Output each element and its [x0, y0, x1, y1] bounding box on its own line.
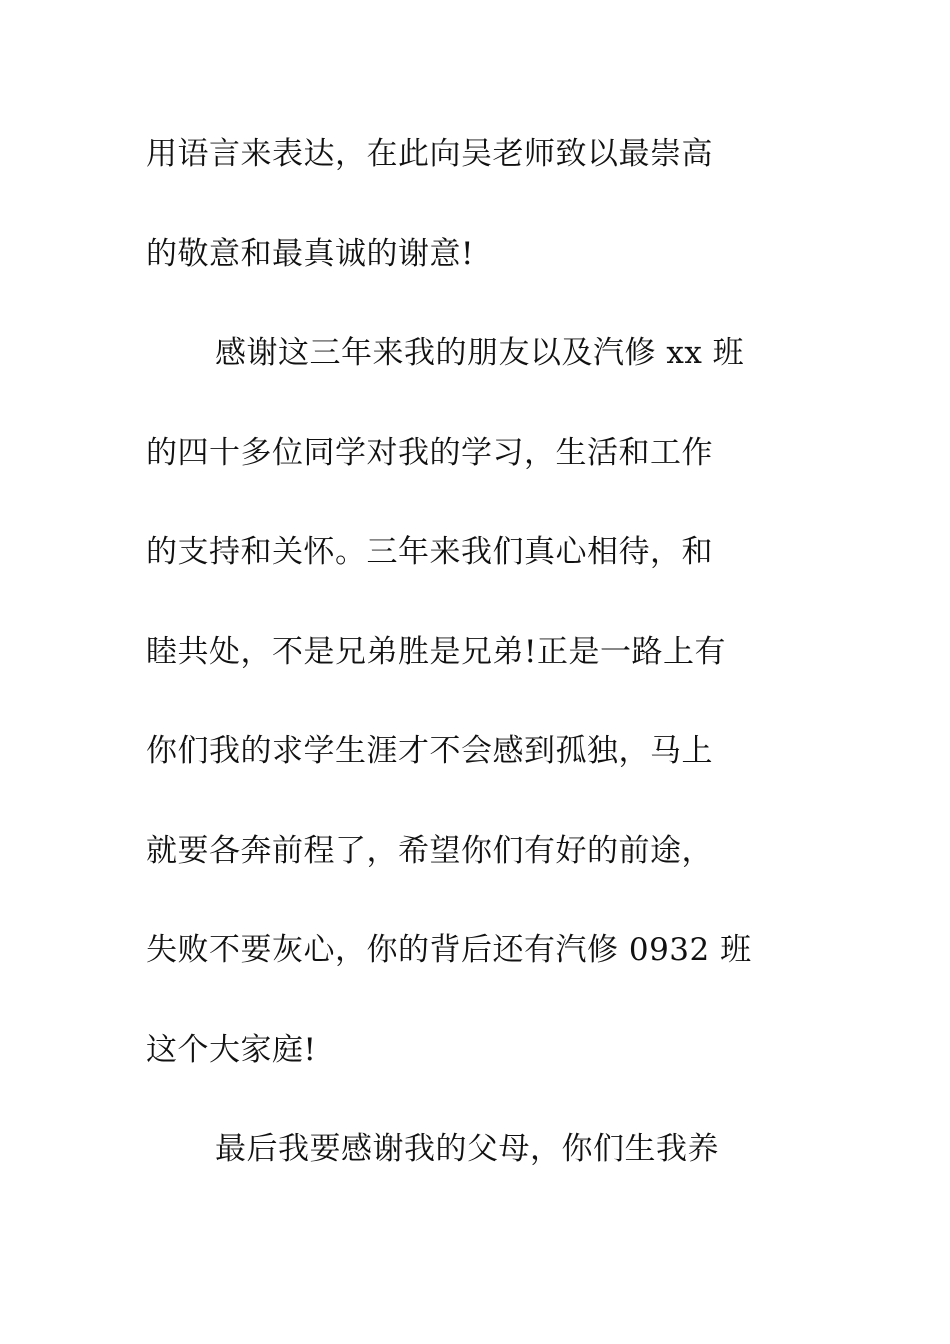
text-line: 的支持和关怀。三年来我们真心相待，和 — [146, 534, 713, 570]
text-line: 你们我的求学生涯才不会感到孤独，马上 — [146, 733, 713, 769]
text-line: 的四十多位同学对我的学习，生活和工作 — [146, 434, 713, 471]
body-text — [146, 121, 806, 1216]
paragraph-start-line: 感谢这三年来我的朋友以及汽修 xx 班 — [215, 335, 745, 371]
paragraph-start-line: 最后我要感谢我的父母，你们生我养 — [215, 1131, 719, 1167]
text-line: 就要各奔前程了，希望你们有好的前途， — [146, 832, 713, 869]
text-line: 这个大家庭! — [146, 1031, 317, 1068]
text-line: 失败不要灰心，你的背后还有汽修 0932 班 — [146, 932, 752, 968]
text-line: 睦共处，不是兄弟胜是兄弟!正是一路上有 — [146, 633, 726, 670]
text-line: 用语言来表达，在此向吴老师致以最崇高 — [146, 136, 713, 172]
text-line: 的敬意和最真诚的谢意! — [146, 235, 474, 272]
